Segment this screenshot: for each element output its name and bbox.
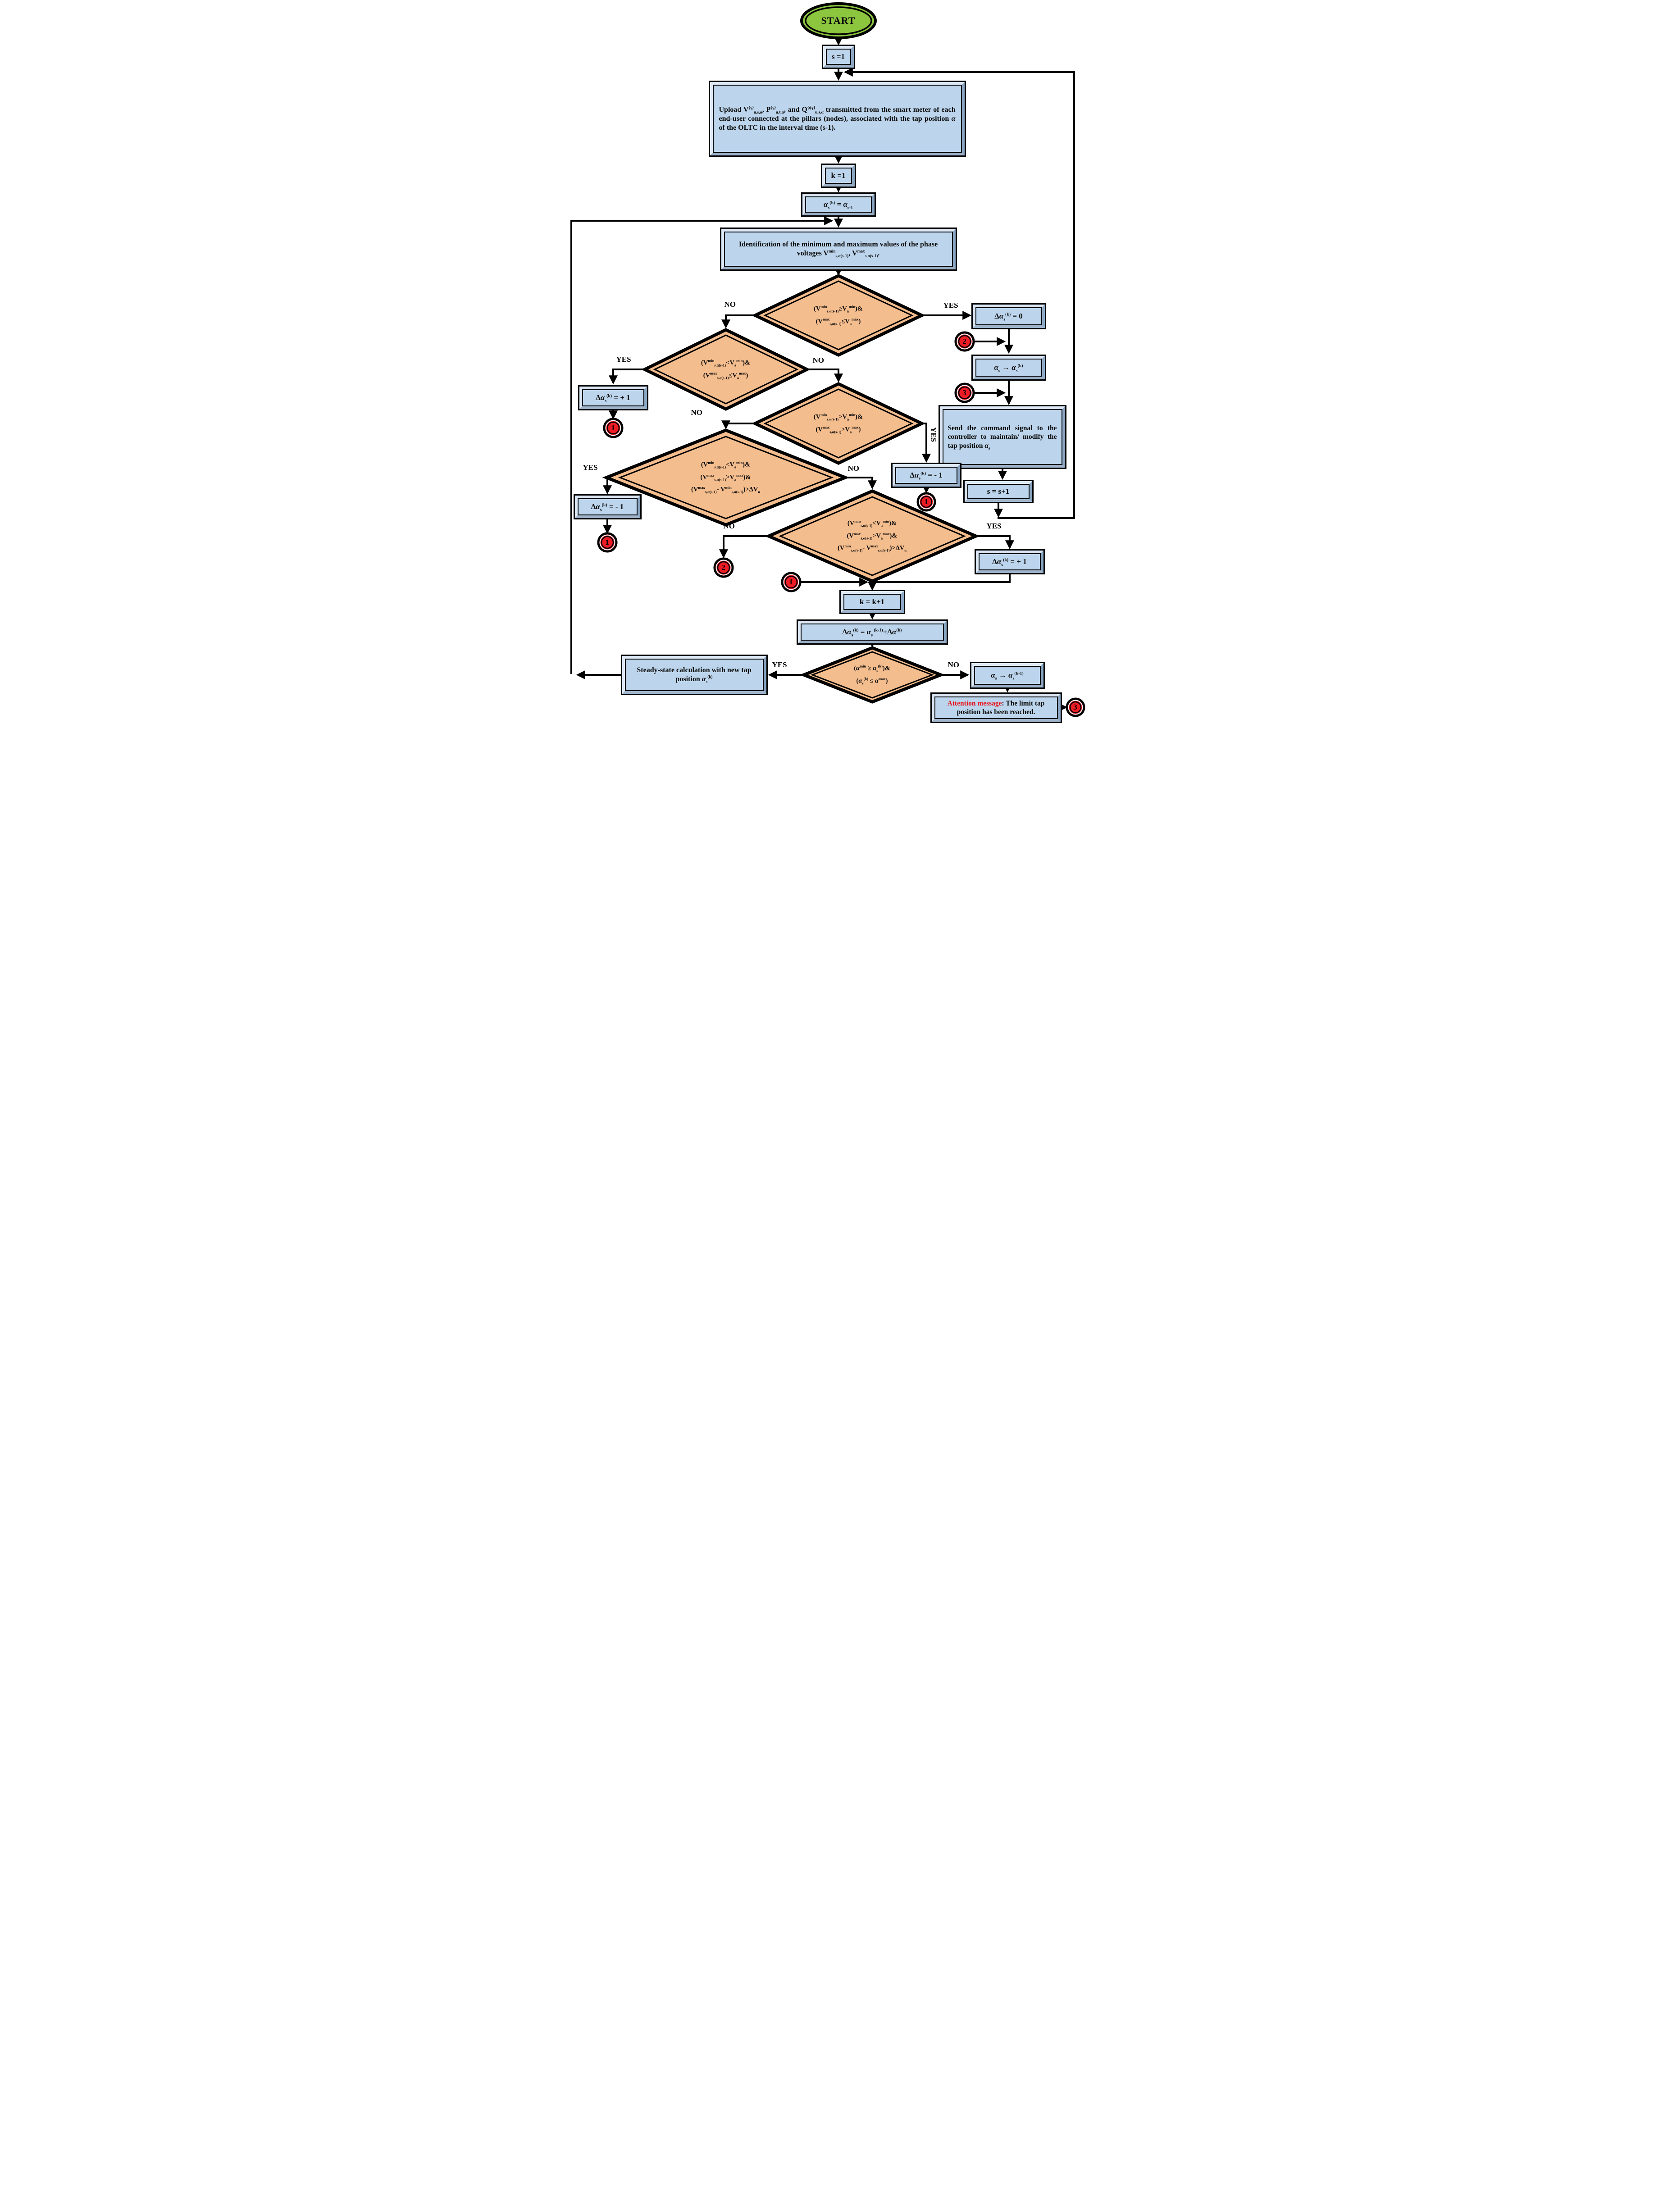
arrow-d4-yes <box>606 478 607 493</box>
decision-d2-label: $(V^{min}_{s,\alpha(s-1)}<V_a^{min})\&$ $(V^{max}_{s,\alpha(s-1)}\le V_a^{max})$ <box>701 359 751 380</box>
arrow-d1-no <box>726 315 755 327</box>
start-label: START <box>821 15 856 26</box>
edge-label-d3-no: NO <box>691 408 702 417</box>
edge-label-d3-yes: YES <box>929 427 938 442</box>
edge-label-d1-yes: YES <box>943 301 958 309</box>
attention-highlight: Attention message <box>947 699 1002 707</box>
edge-label-d5-no: NO <box>723 522 735 530</box>
edge-label-d5-yes: YES <box>986 522 1002 530</box>
edge-label-d1-no: NO <box>724 300 736 309</box>
edge-label-d6-no: NO <box>948 660 959 669</box>
process-apply-tap: $\alpha_s \to \alpha_s^{(k)}$ <box>973 356 1045 379</box>
process-steady-state: Steady-state calculation with new tap position $\alpha_s^{(k)}$ <box>622 656 766 694</box>
connector-circle-2-bottom-number: 2 <box>721 563 725 572</box>
arrow-d5-yes <box>976 536 1010 548</box>
decision-d6-label: ($\alpha^{min}$ ≥ $\alpha_s^{(k)})\&$ $(\alpha_s^{(k)} \le \alpha^{max})$ <box>854 664 890 685</box>
line-p1R-to-junction <box>874 573 1010 582</box>
connector-circle-3-right-number: 3 <box>962 388 966 397</box>
process-k-incr: k = k+1 <box>841 591 904 613</box>
arrow-d4-no <box>845 478 872 488</box>
edge-label-d2-yes: YES <box>616 355 631 364</box>
process-alpha-init: $\alpha_s^{(k)} = \alpha_{s-1}$ <box>802 194 875 215</box>
flowchart-canvas <box>566 0 1089 725</box>
process-revert-tap: $\alpha_s \to \alpha_s^{(k-1)}$ <box>971 663 1043 687</box>
connector-circle-1-lowleft-number: 1 <box>605 538 609 546</box>
process-dalpha-plus1-right: $\Delta\alpha_s^{(k)}$ = + 1 <box>976 551 1043 573</box>
connector-circle-1-bottom-number: 1 <box>789 578 793 586</box>
arrow-d3-no <box>726 423 755 428</box>
process-s-incr: s = s+1 <box>965 481 1032 502</box>
process-send-command: Send the command signal to the controller to maintain/ modify the tap position $\alpha_s$ <box>940 406 1065 468</box>
process-s-init: s =1 <box>823 46 854 68</box>
arrow-d2-no <box>807 369 838 381</box>
process-identification: Identification of the minimum and maximum values of the phase voltages $V^{min}_{s,\alpha(s-1)}$, $V^{max}_{s,\alpha(s-1)}$. <box>721 229 956 269</box>
decision-d5-label: $(V^{min}_{s,\alpha(s-1)}<V_a^{min})\&$ $(V^{max}_{s,\alpha(s-1)}>V_a^{max})\&$ ($V^{min}_{s,\alpha(s-1)}-$ $V^{max}_{s,\alpha(s-1)})>\Delta V_\alpha$ <box>838 519 907 553</box>
process-upload: Upload $V^{\{\gamma\}}_{u,s,\alpha}$, $P^{\{\gamma\}}_{u,t,\alpha}$, and $Q^{\{\phi\gamma\}}_{u,s,\alpha}$ transmitted from the smart meter of each end-user connected at the pillars (nodes), associated with the tap position α of the OLTC in the interval time (s-1). <box>710 82 965 155</box>
edge-label-d2-no: NO <box>812 356 824 364</box>
arrow-d5-no <box>724 536 769 557</box>
decision-d3-label: $(V^{min}_{s,\alpha(s-1)}>V_a^{min})\&$ $(V^{max}_{s,\alpha(s-1)}>V_a^{max})$ <box>813 413 863 434</box>
decision-d1-label: $(V^{min}_{s,\alpha(s-1)}\ge V_a^{min})\&$ $(V^{max}_{s,\alpha(s-1)}\le V_a^{max})$ <box>814 305 863 326</box>
process-dalpha-minus1-left: $\Delta\alpha_s^{(k)}$ = - 1 <box>575 496 640 518</box>
arrow-d2-yes <box>613 369 645 383</box>
process-dalpha-minus1-right: $\Delta\alpha_s^{(k)}$ = - 1 <box>893 464 960 487</box>
process-dalpha-update: $\Delta\alpha_s^{(k)} = \alpha_s$ $^{(k-1)}+\Delta\alpha^{(k)}$ <box>798 621 947 643</box>
process-dalpha-zero: $\Delta\alpha_s^{(k)} = 0$ <box>973 305 1045 328</box>
edge-label-d6-yes: YES <box>772 660 787 669</box>
process-k-init: k =1 <box>822 165 855 187</box>
process-dalpha-plus1-left: $\Delta\alpha_s^{(k)}$ = + 1 <box>579 387 647 409</box>
arrow-d3-yes <box>922 423 926 461</box>
connector-circle-1-left-number: 1 <box>611 423 615 432</box>
edge-label-d4-yes: YES <box>583 463 598 472</box>
connector-circle-3-end-number: 3 <box>1073 703 1077 711</box>
edge-label-d4-no: NO <box>848 464 859 473</box>
connector-circle-2-right-number: 2 <box>962 337 966 346</box>
process-attention-message: Attention message: The limit tap position has been reached. <box>932 694 1061 722</box>
connector-circle-1-mid-number: 1 <box>924 497 928 506</box>
decision-d4-label: $(V^{min}_{s,\alpha(s-1)}<V_a^{min})\&$ $(V^{max}_{s,\alpha(s-1)}>V_a^{max})\&$ ($V^{max}_{s,\alpha(s-1)}-$ $V^{min}_{s,\alpha(s-1)})>\Delta V_\alpha$ <box>691 460 760 494</box>
